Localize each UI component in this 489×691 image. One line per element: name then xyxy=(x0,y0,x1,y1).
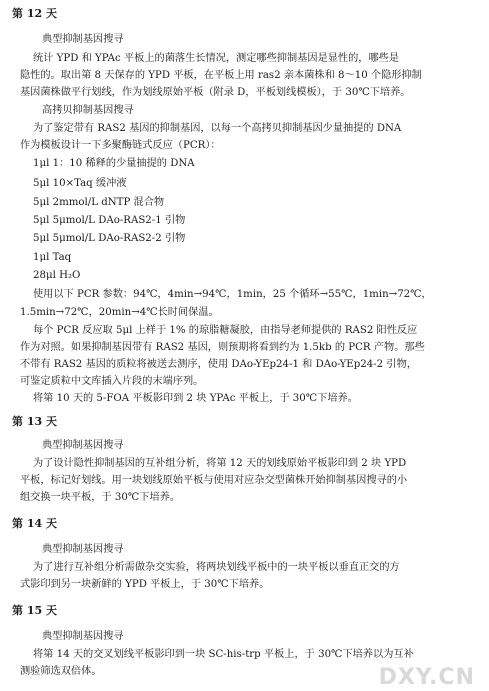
reagent-item: 28μl H₂O xyxy=(33,270,81,281)
pcr-params-line: 使用以下 PCR 参数：94℃，4min→94℃，1min，25 个循环→55℃，1min→72℃， xyxy=(33,289,432,300)
reagent-item: 1μl Taq xyxy=(33,252,72,263)
gel-line: 作为对照。如果抑制基因带有 RAS2 基因，则预期将看到约为 1.5kb 的 PCR 产物。那些 xyxy=(20,342,425,353)
foa-line: 将第 10 天的 5-FOA 平板影印到 2 块 YPAc 平板上，于 30℃下培养。 xyxy=(33,393,358,404)
day13-heading: 第 13 天 xyxy=(12,415,57,428)
gel-line: 可鉴定质粒中文库插入片段的末端序列。 xyxy=(20,376,204,387)
reagent-item: 5μl 10×Taq 缓冲液 xyxy=(33,178,127,189)
watermark-logo: DXY.CN xyxy=(378,664,475,690)
day13-line: 平板，标记好划线。用一块划线原始平板与使用对应杂交型菌株开始抑制基因搜寻的小 xyxy=(20,475,408,486)
reagent-item: 5μl 5μmol/L DAo-RAS2-1 引物 xyxy=(33,215,186,226)
day12-sec1-title: 典型抑制基因搜寻 xyxy=(42,34,124,45)
day12-sec1-line: 统计 YPD 和 YPAc 平板上的菌落生长情况，测定哪些抑制基因是显性的，哪些是 xyxy=(33,53,400,64)
day12-sec2-line: 为了鉴定带有 RAS2 基因的抑制基因，以每一个高拷贝抑制基因少量抽提的 DNA xyxy=(33,123,402,134)
gel-line: 不带有 RAS2 基因的质粒将被送去测序，使用 DAo-YEp24-1 和 DAo-YEp24-2 引物， xyxy=(20,359,417,370)
day15-title: 典型抑制基因搜寻 xyxy=(42,631,124,642)
day13-line: 组交换一块平板，于 30℃下培养。 xyxy=(20,492,181,503)
day12-sec1-line: 基因菌株做平行划线，作为划线原始平板（附录 D，平板划线模板），于 30℃下培养。 xyxy=(20,87,411,98)
pcr-params-line: 1.5min→72℃，20min→4℃长时间保温。 xyxy=(20,307,219,318)
day12-sec2-title: 高拷贝抑制基因搜寻 xyxy=(42,105,134,116)
day15-heading: 第 15 天 xyxy=(12,604,57,617)
day13-line: 为了设计隐性抑制基因的互补组分析，将第 12 天的划线原始平板影印到 2 块 YPD xyxy=(33,458,407,469)
day15-line: 测验筛选双倍体。 xyxy=(20,666,102,677)
day13-title: 典型抑制基因搜寻 xyxy=(42,440,124,451)
day15-line: 将第 14 天的交叉划线平板影印到一块 SC-his-trp 平板上，于 30℃下培养以为互补 xyxy=(33,649,414,660)
day14-heading: 第 14 天 xyxy=(12,517,57,530)
reagent-item: 5μl 2mmol/L dNTP 混合物 xyxy=(33,197,165,208)
day12-sec2-line: 作为模板设计一下多聚酶链式反应（PCR）： xyxy=(20,140,221,151)
day14-title: 典型抑制基因搜寻 xyxy=(42,544,124,555)
gel-line: 每个 PCR 反应取 5μl 上样于 1% 的琼脂糖凝胶，由指导老师提供的 RAS2 阳性反应 xyxy=(33,325,418,336)
day14-line: 为了进行互补组分析需做杂交实验，将两块划线平板中的一块平板以垂直正交的方 xyxy=(33,562,400,573)
day14-line: 式影印到另一块新鲜的 YPD 平板上，于 30℃下培养。 xyxy=(20,579,270,590)
day12-sec1-line: 隐性的。取出第 8 天保存的 YPD 平板，在平板上用 ras2 亲本菌株和 8～10 个隐形抑制 xyxy=(20,70,422,81)
reagent-item: 1μl 1：10 稀释的少量抽提的 DNA xyxy=(33,158,195,169)
day12-heading: 第 12 天 xyxy=(12,7,57,20)
reagent-item: 5μl 5μmol/L DAo-RAS2-2 引物 xyxy=(33,233,186,244)
